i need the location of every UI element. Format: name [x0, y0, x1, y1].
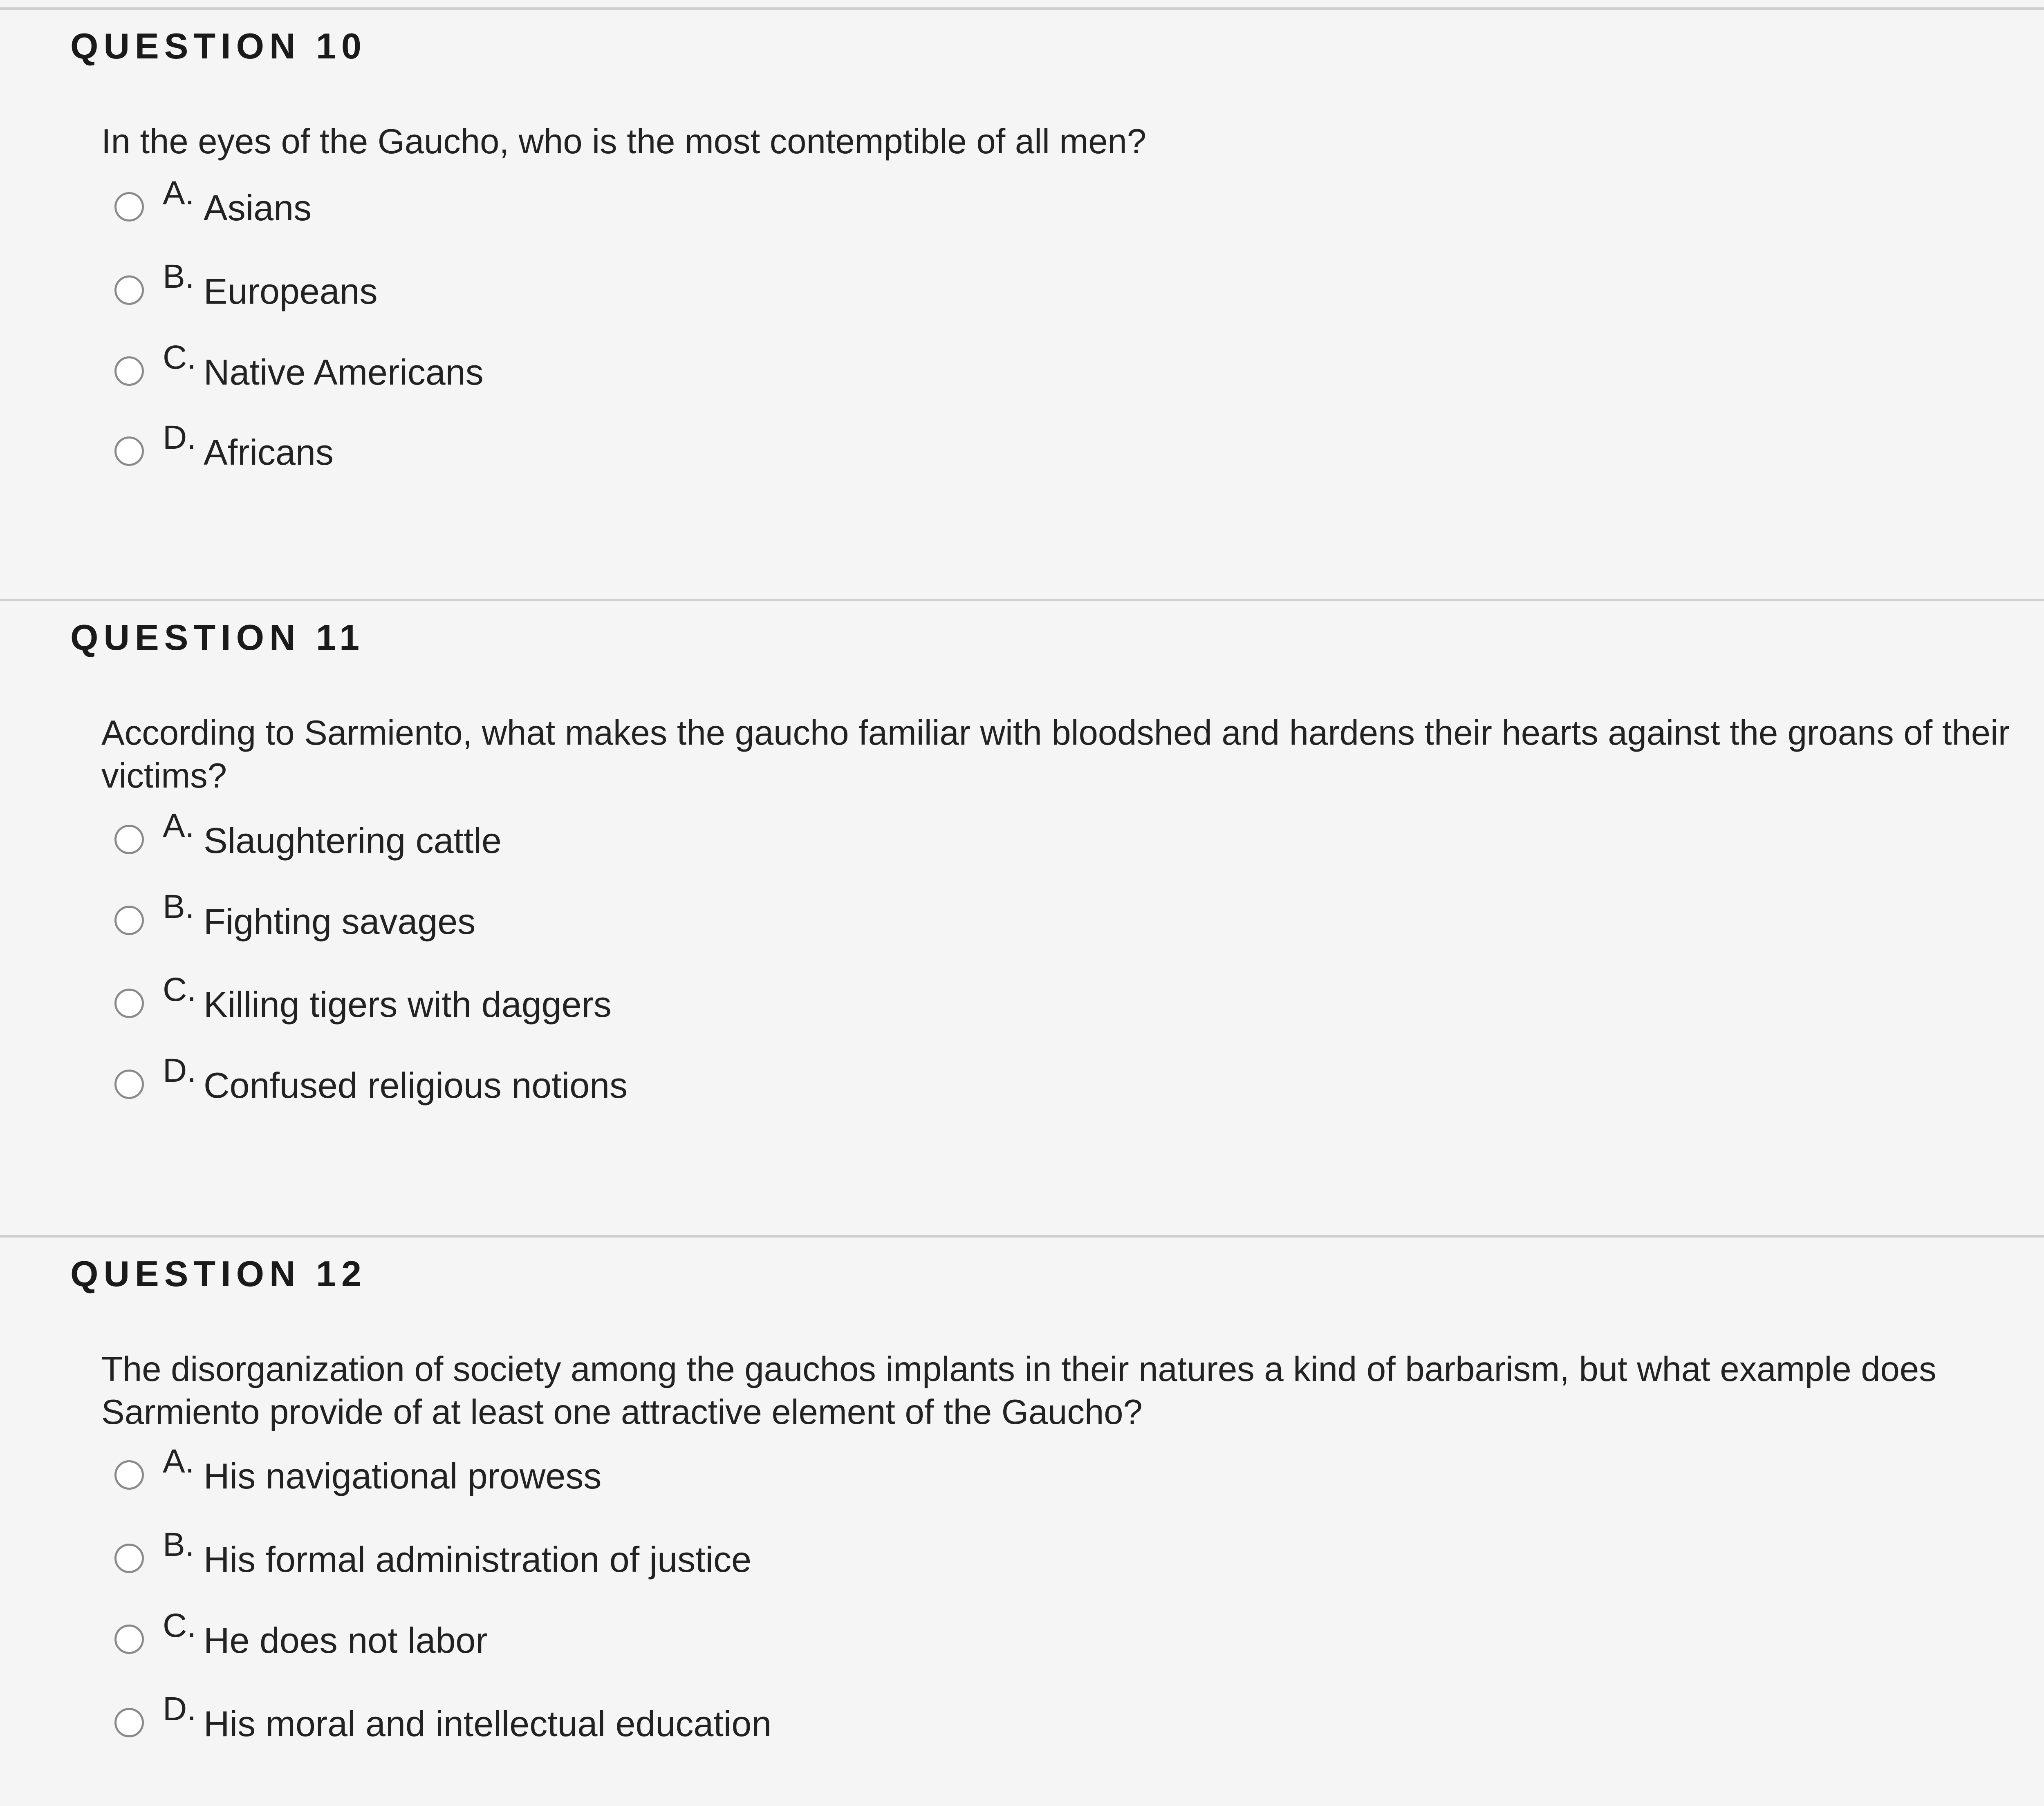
question-header: QUESTION 10	[70, 26, 367, 66]
radio-button[interactable]	[114, 1460, 144, 1490]
question-text: The disorganization of society among the gauchos implants in their natures a kind of barbarism, but what example does Sarmiento provide of at least one attractive element of the Gaucho?	[101, 1350, 1936, 1432]
question-header: QUESTION 12	[70, 1253, 367, 1294]
answer-option-a[interactable]	[114, 807, 1096, 864]
answer-letter: C.	[163, 339, 196, 376]
answer-option-b[interactable]	[114, 888, 1096, 945]
question-12	[0, 1235, 2044, 1806]
question-header: QUESTION 11	[70, 617, 365, 658]
answer-letter: A.	[163, 175, 195, 212]
answer-label[interactable]: His formal administration of justice	[204, 1539, 752, 1580]
answer-label[interactable]: His moral and intellectual education	[204, 1703, 772, 1744]
answer-option-c[interactable]	[114, 971, 1096, 1028]
question-10	[0, 7, 2044, 600]
radio-button[interactable]	[114, 989, 144, 1018]
question-text: In the eyes of the Gaucho, who is the most contemptible of all men?	[101, 122, 1147, 161]
answer-label[interactable]: Native Americans	[204, 352, 484, 392]
answer-label[interactable]: Confused religious notions	[204, 1065, 628, 1106]
answer-letter: B.	[163, 888, 195, 925]
radio-button[interactable]	[114, 906, 144, 935]
answer-label[interactable]: Killing tigers with daggers	[204, 984, 612, 1025]
answer-letter: D.	[163, 419, 196, 456]
answer-letter: B.	[163, 258, 195, 295]
answer-letter: D.	[163, 1690, 196, 1728]
answer-option-c[interactable]	[114, 1607, 1096, 1664]
answer-option-b[interactable]	[114, 1526, 1096, 1583]
answer-letter: B.	[163, 1526, 195, 1563]
answer-label[interactable]: Europeans	[204, 271, 378, 311]
radio-button[interactable]	[114, 1544, 144, 1573]
radio-button[interactable]	[114, 1625, 144, 1654]
answer-option-d[interactable]	[114, 419, 1096, 476]
answer-label[interactable]: Fighting savages	[204, 901, 476, 942]
radio-button[interactable]	[114, 192, 144, 222]
answer-letter: D.	[163, 1052, 196, 1089]
answer-letter: A.	[163, 807, 195, 844]
radio-button[interactable]	[114, 436, 144, 466]
radio-button[interactable]	[114, 275, 144, 305]
answer-label[interactable]: He does not labor	[204, 1620, 488, 1661]
answer-letter: C.	[163, 971, 196, 1008]
question-11	[0, 599, 2044, 1234]
radio-button[interactable]	[114, 356, 144, 386]
answer-label[interactable]: His navigational prowess	[204, 1456, 602, 1496]
radio-button[interactable]	[114, 1070, 144, 1099]
answer-label[interactable]: Slaughtering cattle	[204, 820, 502, 861]
answer-option-d[interactable]	[114, 1690, 1096, 1747]
answer-letter: A.	[163, 1443, 195, 1480]
answer-option-c[interactable]	[114, 339, 1096, 396]
question-text: According to Sarmiento, what makes the gaucho familiar with bloodshed and hardens their hearts against the groans of their victims?	[101, 714, 2010, 795]
answer-label[interactable]: Africans	[204, 432, 334, 472]
radio-button[interactable]	[114, 825, 144, 854]
answer-option-a[interactable]	[114, 175, 1096, 231]
answer-label[interactable]: Asians	[204, 188, 312, 228]
answer-option-b[interactable]	[114, 258, 1096, 315]
answer-option-a[interactable]	[114, 1443, 1096, 1499]
answer-option-d[interactable]	[114, 1052, 1096, 1109]
answer-letter: C.	[163, 1607, 196, 1644]
radio-button[interactable]	[114, 1708, 144, 1737]
